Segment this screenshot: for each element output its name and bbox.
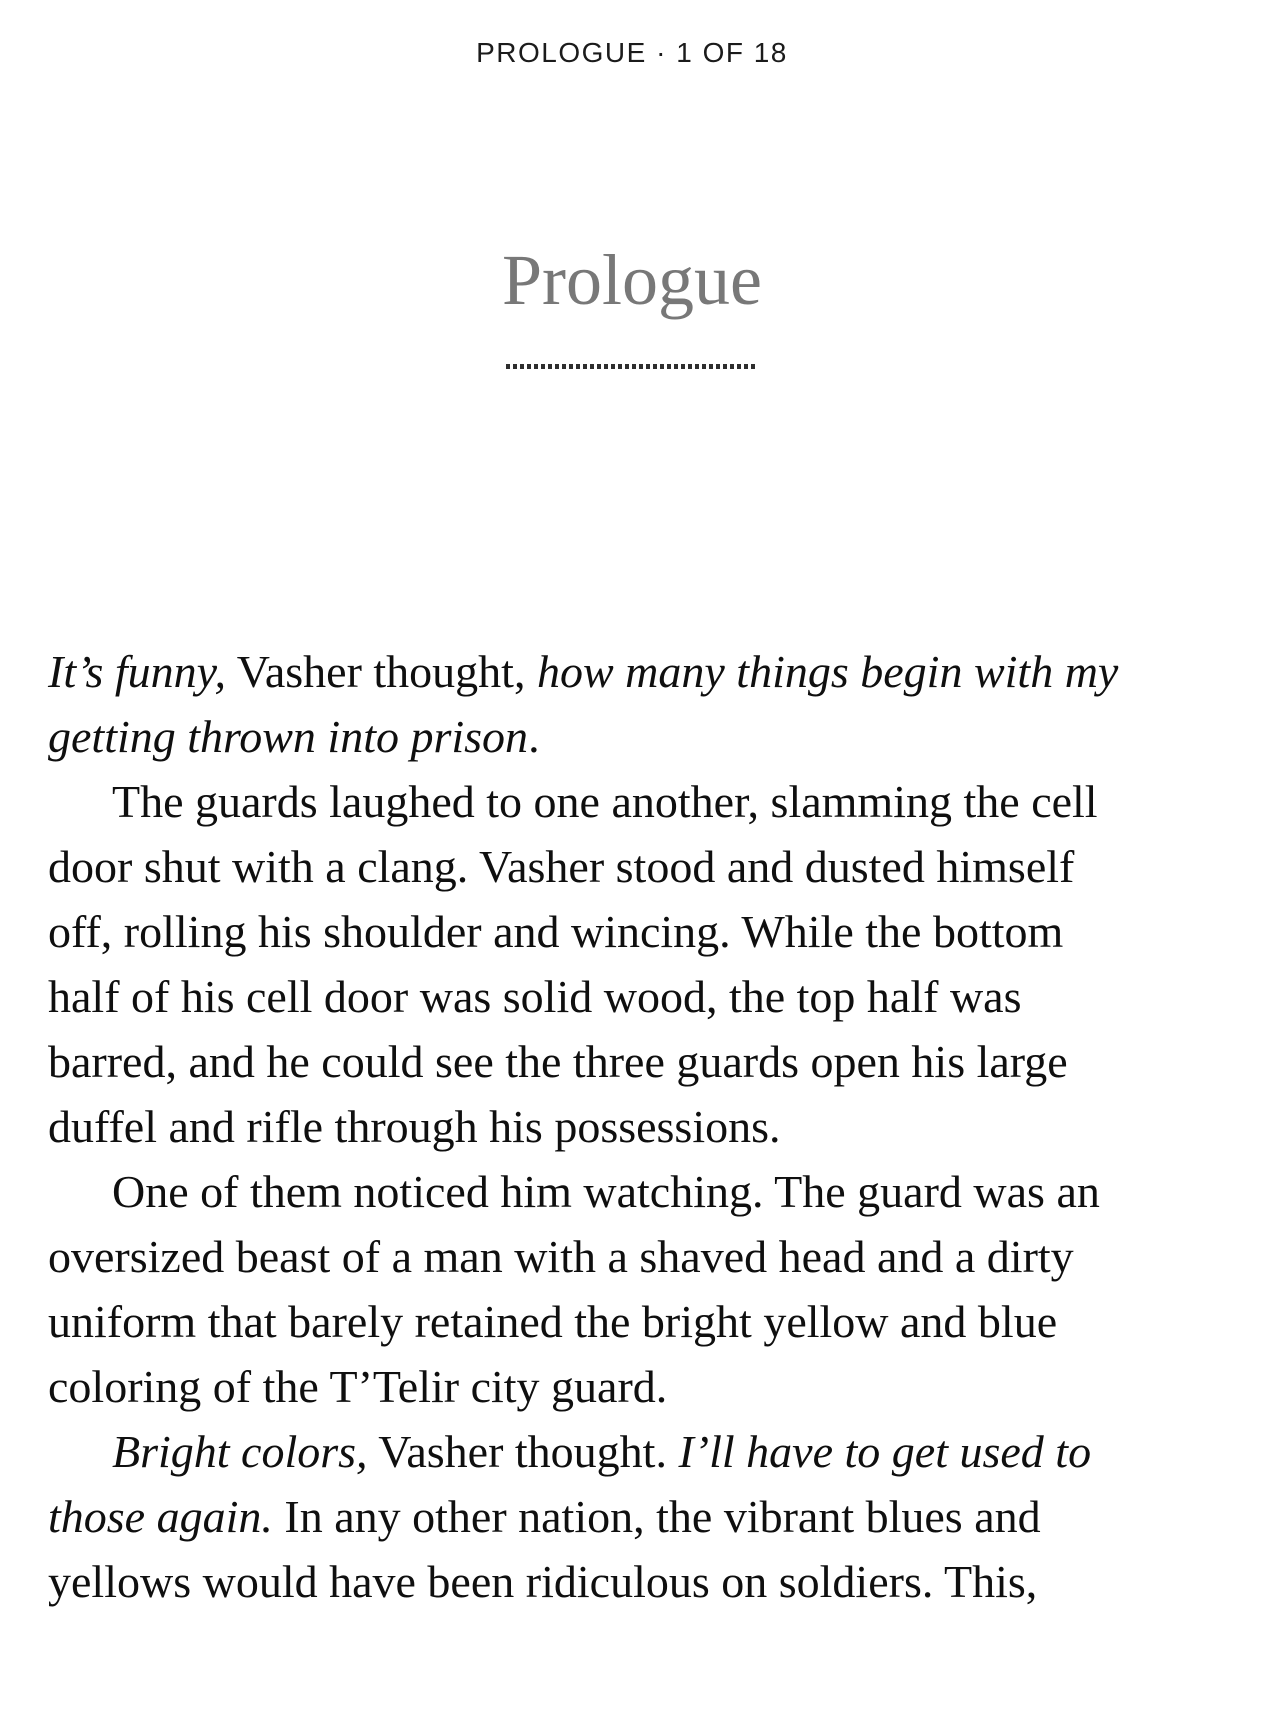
text-line <box>48 1094 1224 1159</box>
text-run: One of them noticed him watching. The guard was an <box>112 1166 1100 1218</box>
text-run: uniform that barely retained the bright yellow and blue <box>48 1296 1058 1348</box>
text-run: . <box>528 711 540 763</box>
text-line <box>48 1224 1224 1289</box>
text-line <box>48 1159 1224 1224</box>
text-run: yellows would have been ridiculous on soldiers. This, <box>48 1556 1038 1608</box>
text-run: door shut with a clang. Vasher stood and dusted himself <box>48 841 1075 893</box>
paragraph <box>48 1419 1224 1614</box>
text-line <box>48 834 1224 899</box>
paragraph <box>48 1159 1224 1419</box>
text-run: half of his cell door was solid wood, the top half was <box>48 971 1022 1023</box>
chapter-title: Prologue <box>502 240 762 320</box>
text-run: In any other nation, the vibrant blues and <box>272 1491 1041 1543</box>
chapter-progress-header: PROLOGUE · 1 OF 18 <box>476 37 788 68</box>
text-run: barred, and he could see the three guards open his large <box>48 1036 1068 1088</box>
text-line <box>48 1289 1224 1354</box>
italic-text-run: It’s funny, <box>48 646 227 698</box>
text-run: coloring of the T’Telir city guard. <box>48 1361 668 1413</box>
paragraph <box>48 639 1224 769</box>
text-line <box>48 704 1224 769</box>
text-line <box>48 1419 1224 1484</box>
text-line <box>48 1549 1224 1614</box>
italic-text-run: getting thrown into prison <box>48 711 529 763</box>
text-run: Vasher thought, <box>226 646 537 698</box>
italic-text-run: those again. <box>48 1491 273 1543</box>
book-text <box>48 639 1224 1614</box>
italic-text-run: how many things begin with my <box>536 646 1119 698</box>
text-line <box>48 1029 1224 1094</box>
text-run: The guards laughed to one another, slamming the cell <box>112 776 1098 828</box>
chapter-title-divider <box>506 364 758 369</box>
text-run: Vasher thought. <box>367 1426 679 1478</box>
paragraph <box>48 769 1224 1159</box>
text-run: oversized beast of a man with a shaved head and a dirty <box>48 1231 1074 1283</box>
text-line <box>48 964 1224 1029</box>
text-run: duffel and rifle through his possessions. <box>48 1101 781 1153</box>
text-line <box>48 769 1224 834</box>
reader-page-surface[interactable] <box>0 38 1264 1718</box>
text-line <box>48 1484 1224 1549</box>
italic-text-run: I’ll have to get used to <box>678 1426 1092 1478</box>
text-line <box>48 899 1224 964</box>
text-line <box>48 639 1224 704</box>
text-line <box>48 1354 1224 1419</box>
text-run: off, rolling his shoulder and wincing. While the bottom <box>48 906 1064 958</box>
italic-text-run: Bright colors, <box>112 1426 368 1478</box>
